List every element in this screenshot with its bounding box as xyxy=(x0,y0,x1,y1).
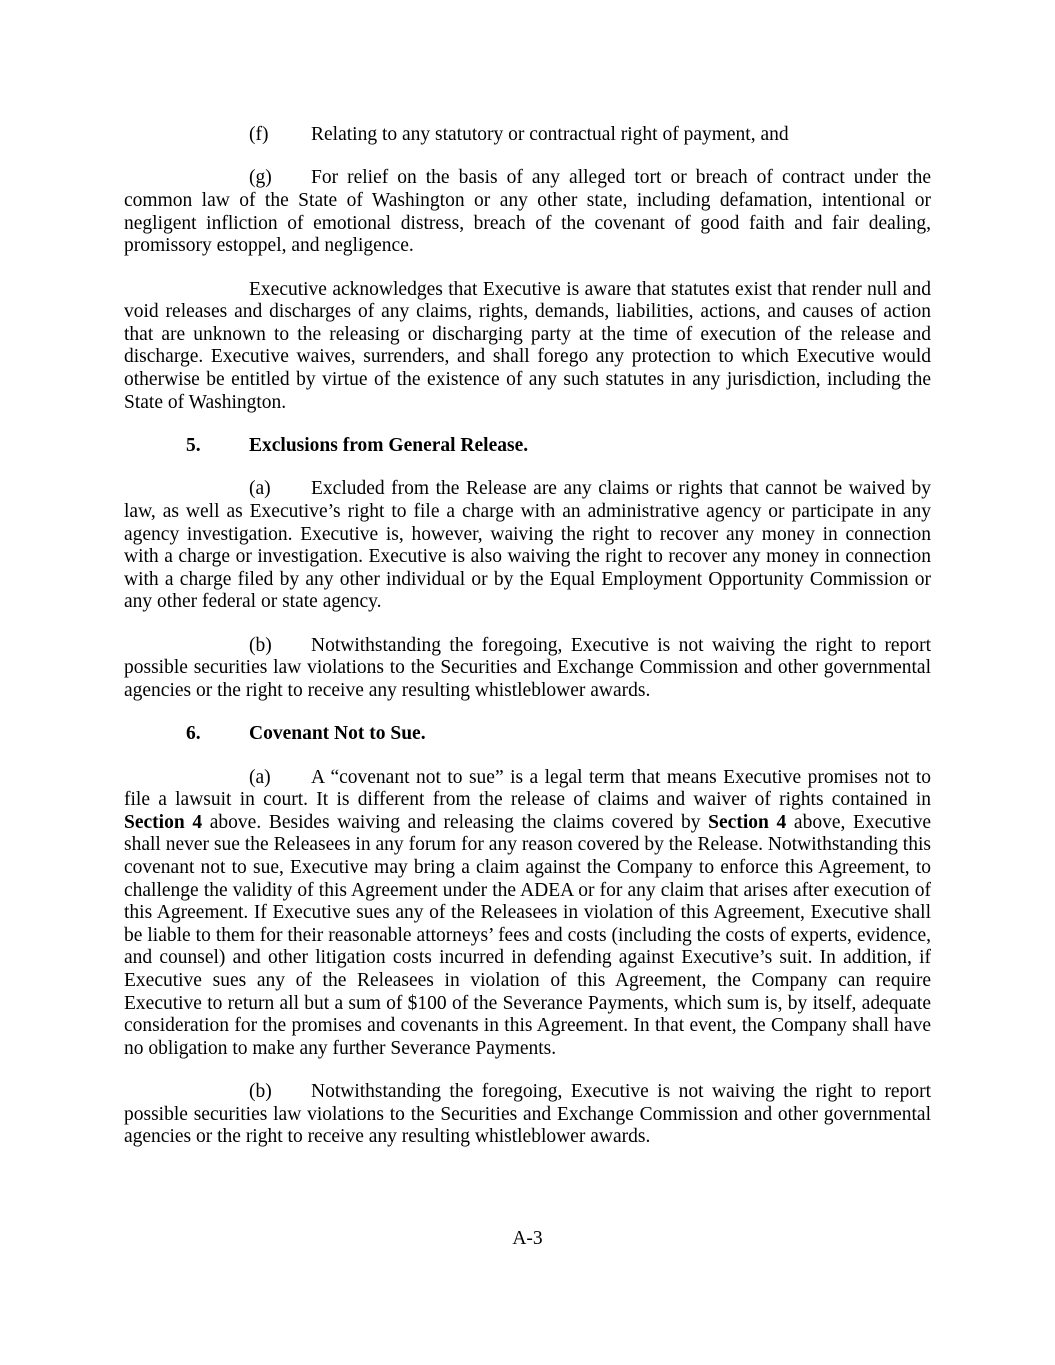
section-6-item-b xyxy=(124,1081,931,1149)
item-g-label: (g) xyxy=(249,167,272,189)
page-number: A-3 xyxy=(512,1228,543,1249)
section-6-item-a-label: (a) xyxy=(249,766,271,788)
section-6-number: 6. xyxy=(186,723,201,745)
item-f xyxy=(124,124,931,147)
section-6-item-b-label: (b) xyxy=(249,1081,272,1103)
section-5-item-b-text: Notwithstanding the foregoing, Executive is not waiving the right to report possible securities law violations to the Securities and Exchange Commission and other governmental agencies or the right to receive any resulting whistleblower awards. xyxy=(124,634,931,701)
section-6-item-a xyxy=(124,767,931,1061)
section-5-heading xyxy=(124,435,931,458)
document-page xyxy=(124,124,931,1149)
item-g-text: For relief on the basis of any alleged tort or breach of contract under the common law of the State of Washington or any other state, including defamation, intentional or negligent infliction of emotional distress, breach of the covenant of good faith and fair dealing, promissory estoppel, and negligence. xyxy=(124,167,931,257)
section-6-title: Covenant Not to Sue. xyxy=(249,723,426,745)
section-5-item-b xyxy=(124,635,931,703)
section-5-item-a xyxy=(124,478,931,614)
section-5-title: Exclusions from General Release. xyxy=(249,434,529,456)
section-6-item-a-text-2: above. Besides waiving and releasing the claims covered by xyxy=(202,811,709,833)
item-f-text: Relating to any statutory or contractual right of payment, and xyxy=(311,124,789,145)
section-5-item-a-label: (a) xyxy=(249,478,271,500)
item-f-label: (f) xyxy=(249,124,269,145)
section-6-heading xyxy=(124,723,931,746)
section-reference-1: Section 4 xyxy=(124,811,203,833)
section-5-number: 5. xyxy=(186,434,201,456)
section-6-item-a-text-1: A “covenant not to sue” is a legal term that means Executive promises not to file a lawsuit in court. It is different from the release of claims and waiver of rights contained in xyxy=(124,766,931,811)
section-6-item-a-text-3: above, Executive shall never sue the Releasees in any forum for any reason covered by the Release. Notwithstanding this covenant not to sue, Executive may bring a claim against the Company to enforce this Agreement, to challenge the validity of this Agreement under the ADEA or for any claim that arises after execution of this Agreement. If Executive sues any of the Releasees in violation of this Agreement, Executive shall be liable to them for their reasonable attorneys’ fees and costs (including the costs of experts, evidence, and counsel) and other litigation costs incurred in defending against Executive’s suit. In addition, if Executive sues any of the Releasees in violation of this Agreement, the Company can require Executive to return all but a sum of $100 of the Severance Payments, which sum is, by itself, adequate consideration for the promises and covenants in this Agreement. In that event, the Company shall have no obligation to make any further Severance Payments. xyxy=(124,811,931,1059)
section-5-item-a-text: Excluded from the Release are any claims or rights that cannot be waived by law, as well as Executive’s right to file a charge with an administrative agency or participate in any agency investigation. Executive is, however, waiving the right to recover any money in connection with a charge or investigation. Executive is also waiving the right to recover any money in connection with a charge filed by any other individual or by the Equal Employment Opportunity Commission or any other federal or state agency. xyxy=(124,478,931,613)
acknowledgment-paragraph: Executive acknowledges that Executive is aware that statutes exist that render null and void releases and discharges of any claims, rights, demands, liabilities, actions, and causes of action that are unknown to the releasing or discharging party at the time of execution of the release and discharge. Executive waives, surrenders, and shall forego any protection to which Executive would otherwise be entitled by virtue of the existence of any such statutes in any jurisdiction, including the State of Washington. xyxy=(124,278,931,413)
section-5-item-b-label: (b) xyxy=(249,634,272,656)
section-reference-2: Section 4 xyxy=(708,811,787,833)
section-6-item-b-text: Notwithstanding the foregoing, Executive is not waiving the right to report possible securities law violations to the Securities and Exchange Commission and other governmental agencies or the right to receive any resulting whistleblower awards. xyxy=(124,1081,931,1148)
item-g xyxy=(124,167,931,257)
